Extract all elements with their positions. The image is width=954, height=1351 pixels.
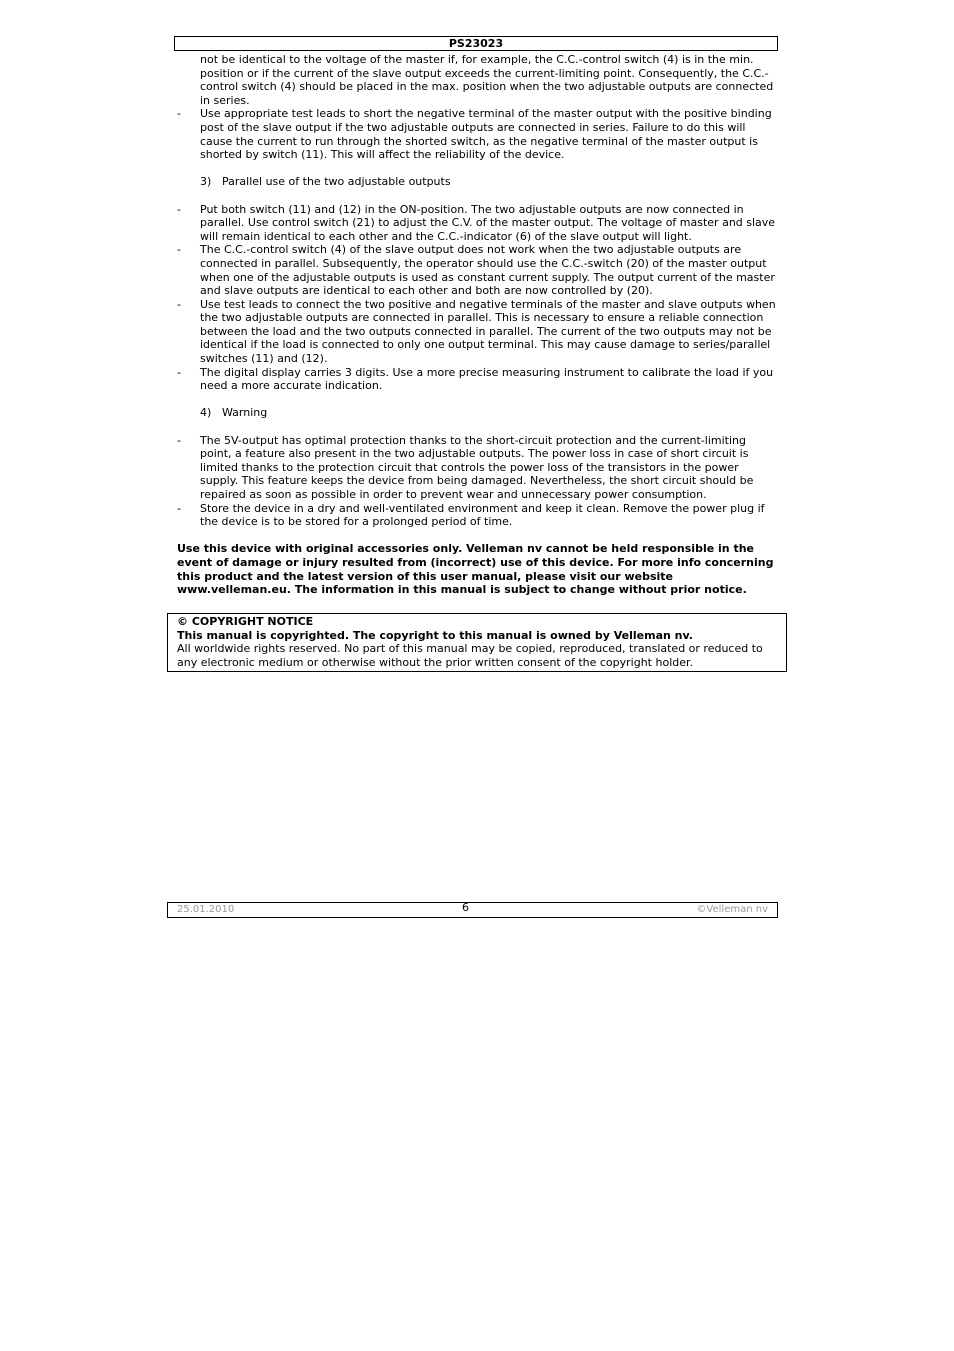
list-item xyxy=(177,434,777,502)
list-item-text: The C.C.-control switch (4) of the slave output does not work when the two adjustable outputs are connected in parallel. Subsequently, the operator should use the C.C.-switch (20) of the master output when one of the adjustable outputs is used as constant current supply. The output current of the master and slave outputs are identical to each other and both are now controlled by (20). xyxy=(200,243,775,298)
section-heading-4 xyxy=(177,406,777,420)
bullet-dash: - xyxy=(177,433,181,447)
list-item-text: The 5V-output has optimal protection thanks to the short-circuit protection and the current-limiting point, a feature also present in the two adjustable outputs. The power loss in case of short circuit is limited thanks to the protection circuit that controls the power loss of the transistors in the power supply. This feature keeps the device from being damaged. Nevertheless, the short circuit should be repaired as soon as possible in order to prevent wear and unnecessary power consumption. xyxy=(200,433,754,501)
copyright-title: © COPYRIGHT NOTICE xyxy=(177,615,314,628)
page-number: 6 xyxy=(462,901,469,914)
list-item-text: Use appropriate test leads to short the negative terminal of the master output with the positive binding post of the slave output if the two adjustable outputs are connected in series. Failure to do this will cause the current to run through the shorted switch, as the negative terminal of the master output is shorted by switch (11). This will affect the reliability of the device. xyxy=(200,107,772,162)
section-title: Parallel use of the two adjustable outputs xyxy=(222,175,451,189)
list-item xyxy=(177,366,777,393)
list-item-text: The digital display carries 3 digits. Use a more precise measuring instrument to calibrate the load if you need a more accurate indication. xyxy=(200,365,774,393)
footer-copyright: ©Velleman nv xyxy=(696,904,768,915)
list-item xyxy=(177,243,777,297)
copyright-box xyxy=(167,613,787,672)
bullet-dash: - xyxy=(177,243,181,257)
paragraph-continuation: not be identical to the voltage of the master if, for example, the C.C.-control switch (4) is in the min. position or if the current of the slave output exceeds the current-limiting point. Consequently, the C.C.-control switch (4) should be placed in the max. position when the two adjustable outputs are connected in series. xyxy=(200,53,774,107)
copyright-subtitle: This manual is copyrighted. The copyright to this manual is owned by Velleman nv. xyxy=(177,628,693,642)
footer-date: 25.01.2010 xyxy=(177,904,235,915)
list-item-text: Use test leads to connect the two positive and negative terminals of the master and slave outputs when the two adjustable outputs are connected in parallel. This is necessary to ensure a reliable connection between the load and the two outputs connected in parallel. The current of the two outputs may not be identical if the load is connected to only one output terminal. This may cause damage to series/parallel switches (11) and (12). xyxy=(200,297,776,366)
document-body xyxy=(177,53,777,597)
list-item xyxy=(177,203,777,244)
section-number: 3) xyxy=(200,175,212,189)
section-title: Warning xyxy=(222,406,268,420)
list-item-text: Put both switch (11) and (12) in the ON-position. The two adjustable outputs are now connected in parallel. Use control switch (21) to adjust the C.V. of the master output. The voltage of master and slave will remain identical to each other and the C.C.-indicator (6) of the slave output will light. xyxy=(200,202,776,243)
list-item xyxy=(177,107,777,161)
bullet-dash: - xyxy=(177,297,181,311)
section-heading-3 xyxy=(177,175,777,189)
section-number: 4) xyxy=(200,406,212,420)
usage-notice: Use this device with original accessories only. Velleman nv cannot be held responsible in the event of damage or injury resulted from (incorrect) use of this device. For more info concerning this product and the latest version of this user manual, please visit our website www.velleman.eu. The information in this manual is subject to change without prior notice. xyxy=(177,542,774,597)
bullet-dash: - xyxy=(177,107,181,121)
list-item xyxy=(177,298,777,366)
bullet-dash: - xyxy=(177,202,181,216)
page-footer xyxy=(167,902,778,918)
list-item-text: Store the device in a dry and well-ventilated environment and keep it clean. Remove the power plug if the device is to be stored for a prolonged period of time. xyxy=(200,501,765,529)
list-item xyxy=(177,502,777,529)
document-header xyxy=(174,36,778,51)
bullet-dash: - xyxy=(177,501,181,515)
copyright-body: All worldwide rights reserved. No part of this manual may be copied, reproduced, translated or reduced to any electronic medium or otherwise without the prior written consent of the copyright holder. xyxy=(177,642,763,669)
model-number: PS23023 xyxy=(448,37,504,50)
bullet-dash: - xyxy=(177,365,181,379)
